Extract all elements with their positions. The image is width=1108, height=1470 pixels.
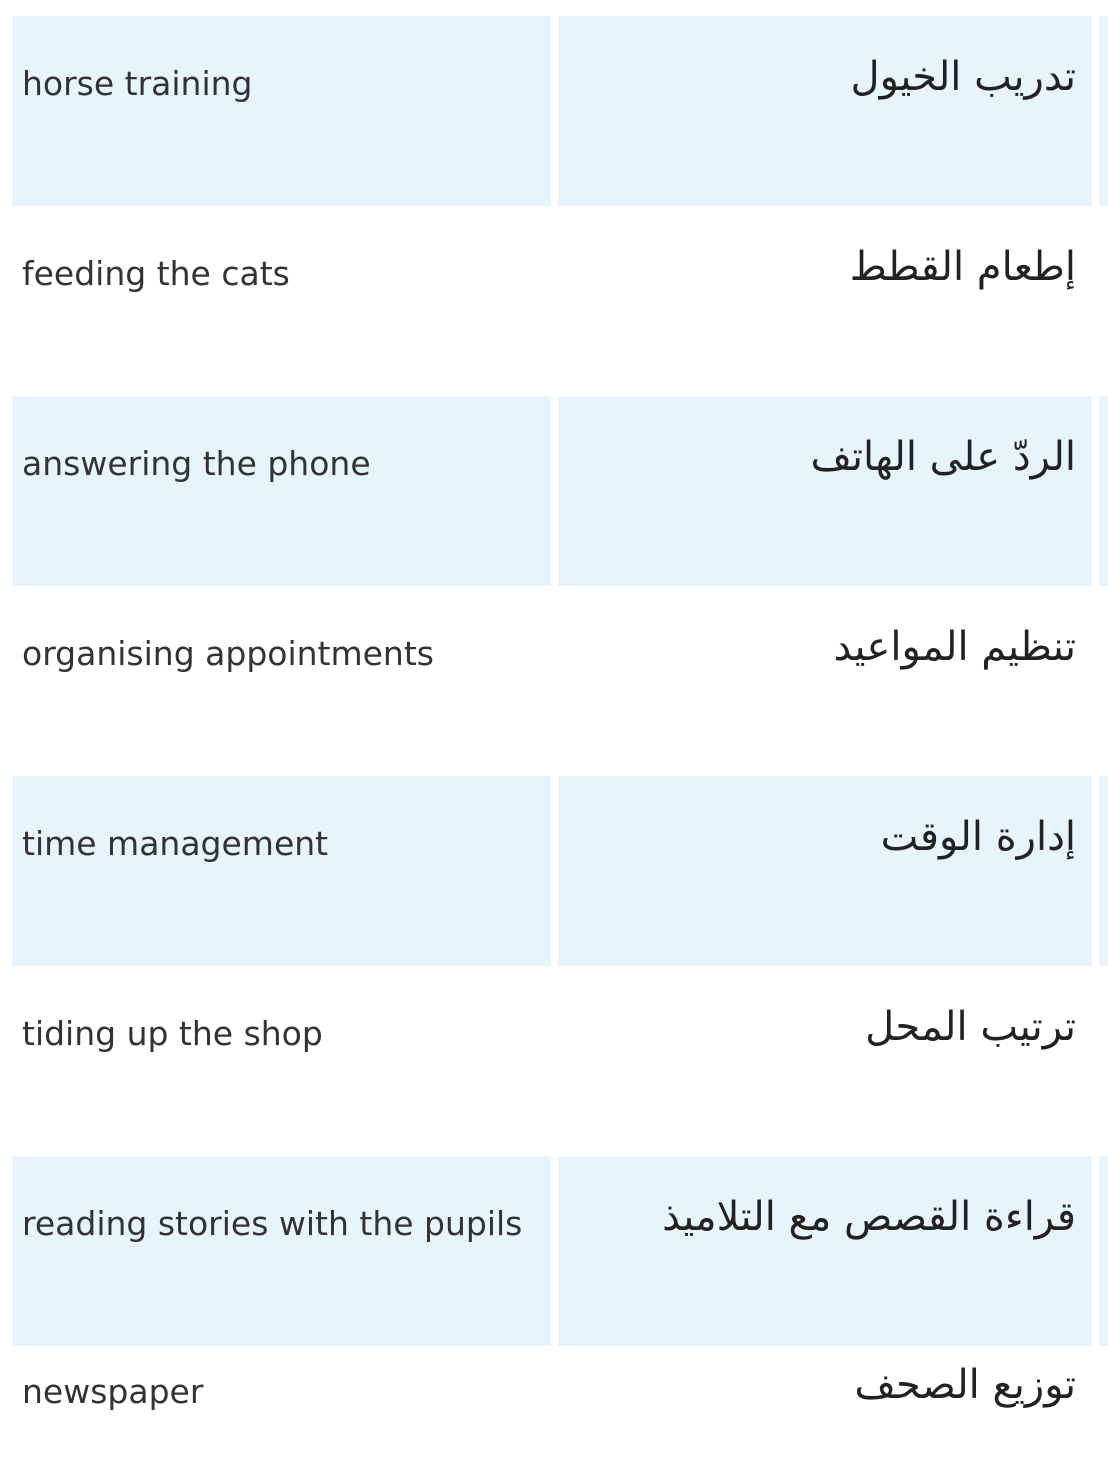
table-row [12,776,1108,966]
arabic-phrase: توزيع الصحف [854,1362,1076,1408]
english-cell [12,396,551,586]
english-cell [12,16,551,206]
arabic-phrase: تنظيم المواعيد [833,624,1076,670]
english-phrase: newspaper [22,1372,204,1411]
english-phrase: answering the phone [22,444,371,483]
english-phrase: time management [22,824,329,863]
arabic-cell [558,396,1092,586]
edge-cell [1099,206,1108,396]
english-cell [12,1346,551,1470]
arabic-phrase: إدارة الوقت [880,814,1076,860]
english-cell [12,1156,551,1346]
arabic-cell [558,966,1092,1156]
table-row [12,16,1108,206]
table-row [12,586,1108,776]
table-row [12,396,1108,586]
english-cell [12,966,551,1156]
english-cell [12,206,551,396]
arabic-phrase: إطعام القطط [849,244,1076,290]
arabic-cell [558,16,1092,206]
english-cell [12,776,551,966]
edge-cell [1099,16,1108,206]
edge-cell [1099,776,1108,966]
english-phrase: tiding up the shop [22,1014,323,1053]
edge-cell [1099,586,1108,776]
arabic-phrase: الردّ على الهاتف [810,434,1076,480]
arabic-phrase: ترتيب المحل [865,1004,1076,1050]
arabic-cell [558,776,1092,966]
arabic-cell [558,206,1092,396]
english-phrase: organising appointments [22,634,434,673]
arabic-phrase: قراءة القصص مع التلاميذ [662,1194,1076,1240]
arabic-cell [558,586,1092,776]
english-cell [12,586,551,776]
edge-cell [1099,396,1108,586]
table-row [12,206,1108,396]
english-phrase: feeding the cats [22,254,290,293]
table-row [12,1346,1108,1470]
vocabulary-table [12,16,1108,1470]
table-row [12,966,1108,1156]
table-row [12,1156,1108,1346]
edge-cell [1099,1156,1108,1346]
edge-cell [1099,966,1108,1156]
arabic-cell [558,1156,1092,1346]
english-phrase: reading stories with the pupils [22,1204,523,1243]
arabic-cell [558,1346,1092,1470]
english-phrase: horse training [22,64,253,103]
arabic-phrase: تدريب الخيول [850,54,1076,100]
